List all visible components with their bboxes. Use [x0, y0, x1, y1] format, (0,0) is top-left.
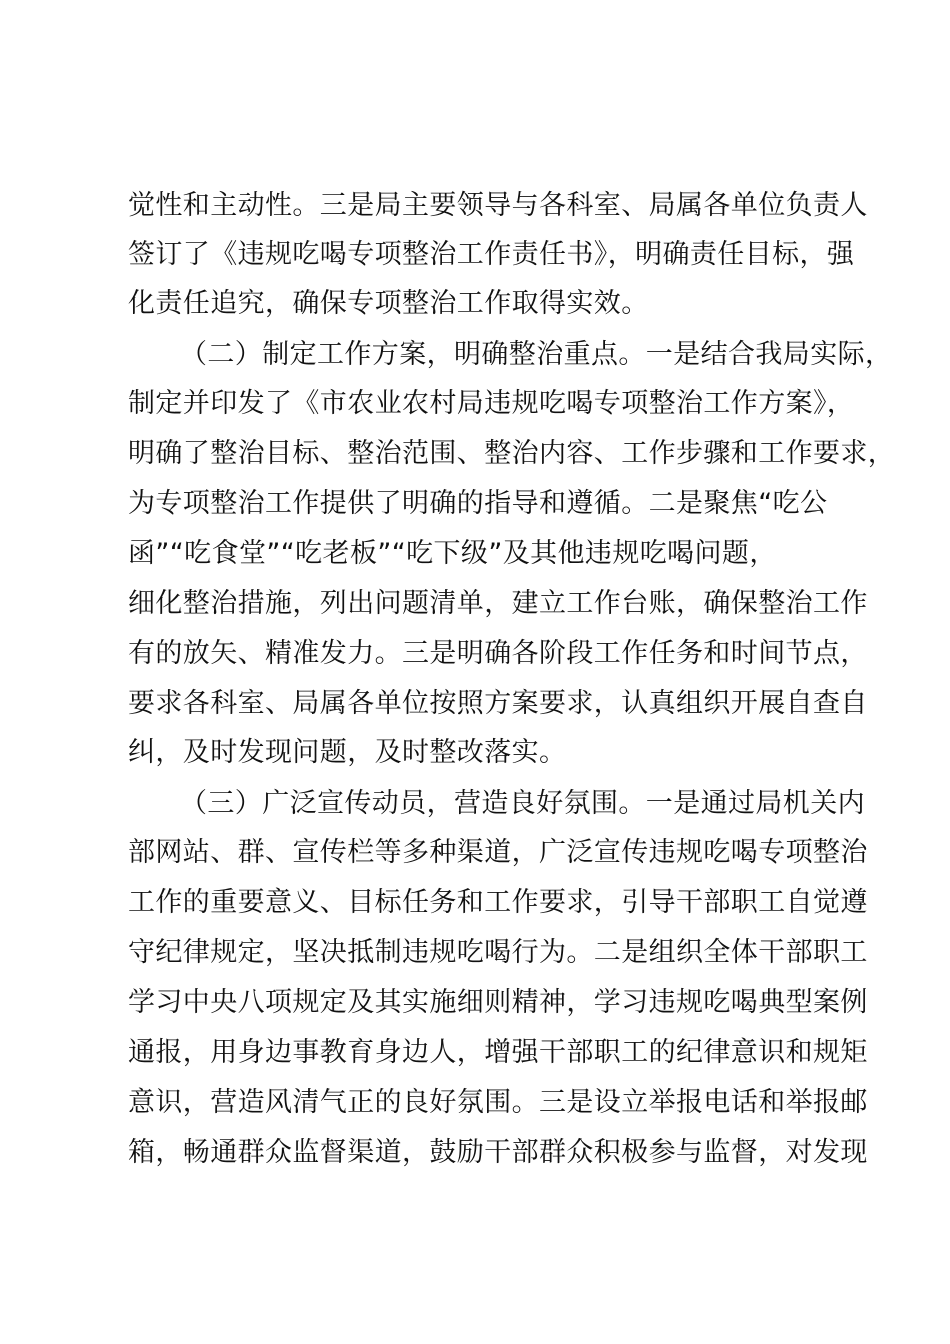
text-line-9: 细化整治措施，列出问题清单，建立工作台账，确保整治工作: [128, 588, 868, 619]
text-line-1: 觉性和主动性。三是局主要领导与各科室、局属各单位负责人: [128, 190, 868, 221]
text-line-18: 通报，用身边事教育身边人，增强干部职工的纪律意识和规矩: [128, 1037, 868, 1068]
text-line-5: 制定并印发了《市农业农村局违规吃喝专项整治工作方案》，: [128, 388, 855, 419]
text-line-16: 守纪律规定，坚决抵制违规吃喝行为。二是组织全体干部职工: [128, 937, 868, 968]
text-line-2: 签订了《违规吃喝专项整治工作责任书》，明确责任目标，强: [128, 239, 855, 270]
text-line-6: 明确了整治目标、整治范围、整治内容、工作步骤和工作要求，: [128, 438, 896, 469]
text-line-8: 函”“吃食堂”“吃老板”“吃下级”及其他违规吃喝问题，: [128, 538, 777, 569]
text-line-7: 为专项整治工作提供了明确的指导和遵循。二是聚焦“吃公: [128, 488, 828, 519]
text-line-12: 纠，及时发现问题，及时整改落实。: [128, 737, 567, 768]
text-line-17: 学习中央八项规定及其实施细则精神，学习违规吃喝典型案例: [128, 987, 868, 1018]
text-line-3: 化责任追究，确保专项整治工作取得实效。: [128, 288, 649, 319]
section-3-heading-line: （三）广泛宣传动员，营造良好氛围。一是通过局机关内: [180, 788, 865, 819]
text-line-10: 有的放矢、精准发力。三是明确各阶段工作任务和时间节点，: [128, 638, 868, 669]
text-line-11: 要求各科室、局属各单位按照方案要求，认真组织开展自查自: [128, 688, 868, 719]
text-line-15: 工作的重要意义、目标任务和工作要求，引导干部职工自觉遵: [128, 887, 868, 918]
text-line-20: 箱，畅通群众监督渠道，鼓励干部群众积极参与监督，对发现: [128, 1137, 868, 1168]
section-2-heading-line: （二）制定工作方案，明确整治重点。一是结合我局实际，: [180, 339, 893, 370]
text-line-14: 部网站、群、宣传栏等多种渠道，广泛宣传违规吃喝专项整治: [128, 837, 868, 868]
text-line-19: 意识，营造风清气正的良好氛围。三是设立举报电话和举报邮: [128, 1087, 868, 1118]
